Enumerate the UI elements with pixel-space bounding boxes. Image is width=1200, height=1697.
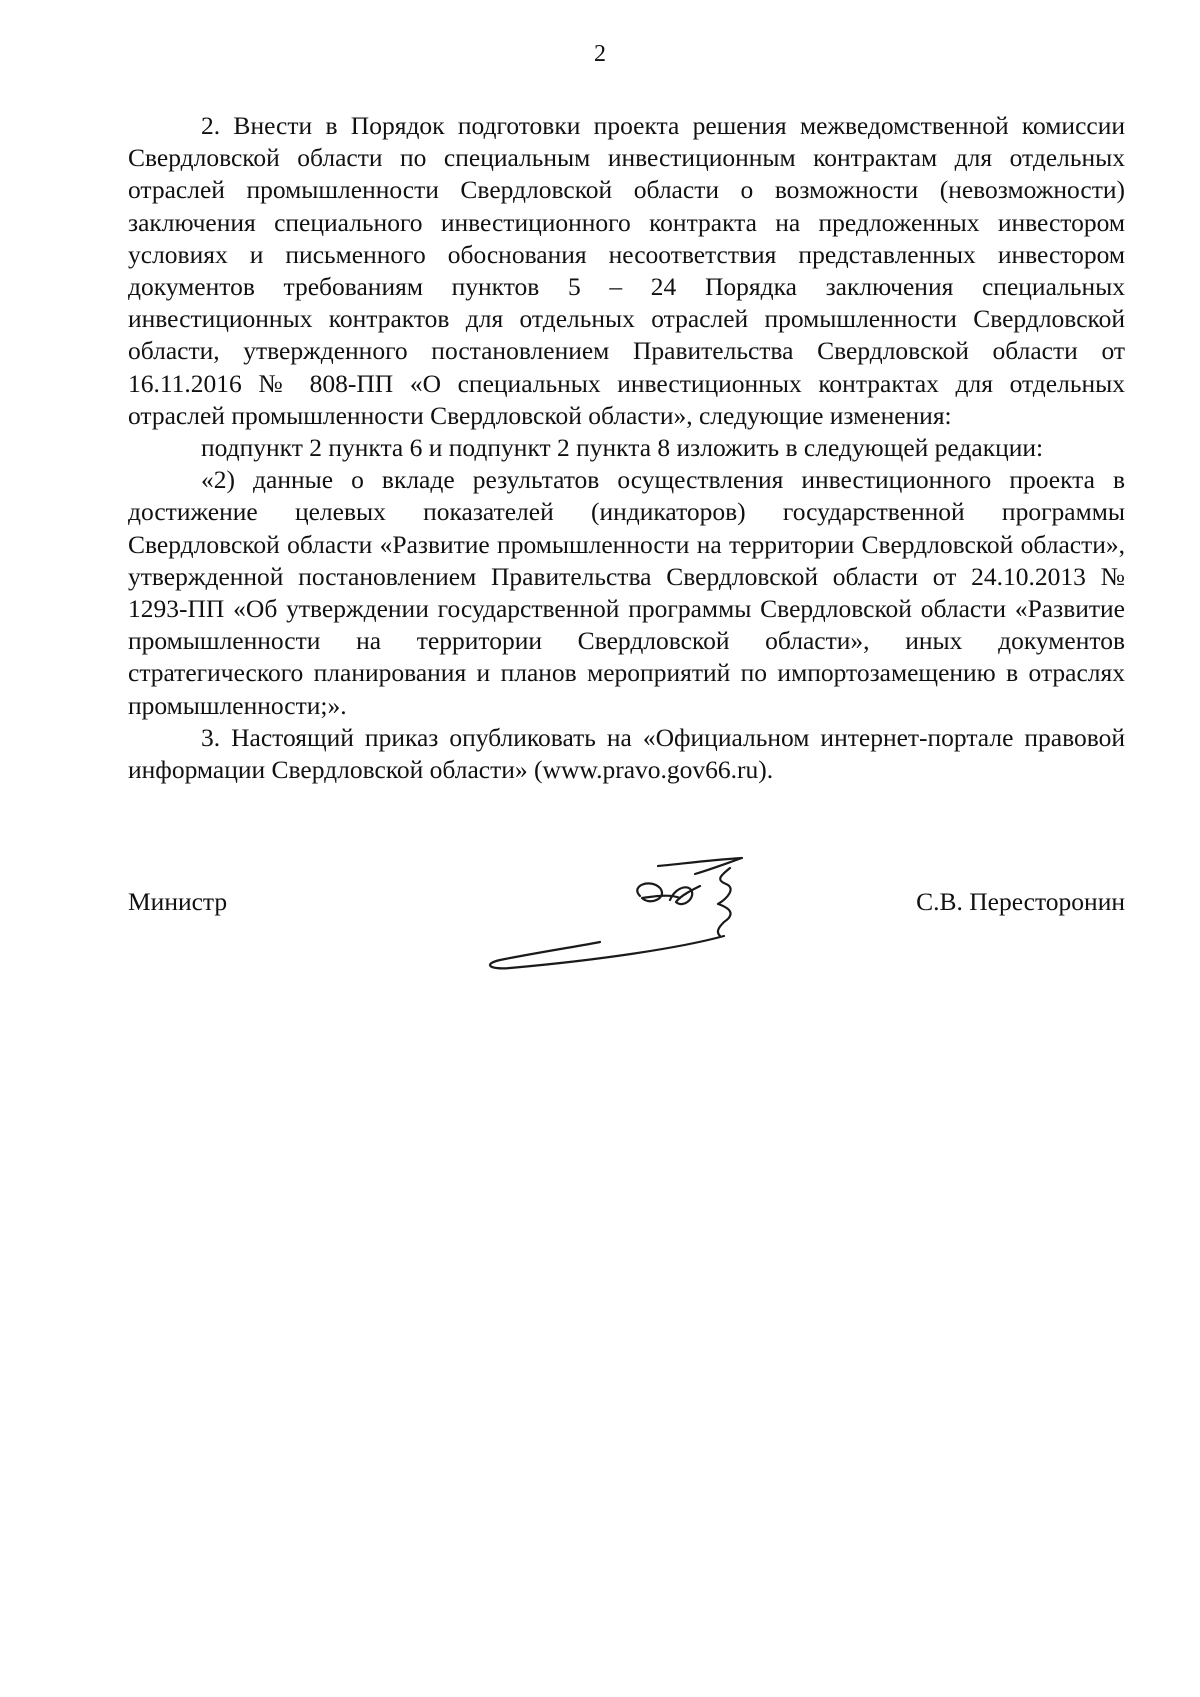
- paragraph-item-2: 2. Внести в Порядок подготовки проекта решения межведомственной комиссии Свердловской области по специальным инвестиционным контрактам для отдельных отраслей промышленности Свердловской области о возможности (невозможности) заключения специального инвестиционного контракта на предложенных инвестором условиях и письменного обоснования несоответствия представленных инвестором документов требованиям пунктов 5 – 24 Порядка заключения специальных инвестиционных контрактов для отдельных отраслей промышленности Свердловской области, утвержденного постановлением Правительства Свердловской области от 16.11.2016 № 808-ПП «О специальных инвестиционных контрактах для отдельных отраслей промышленности Свердловской области», следующие изменения:: [128, 111, 1125, 430]
- paragraph-amendment-text: «2) данные о вкладе результатов осуществления инвестиционного проекта в достижение целевых показателей (индикаторов) государственной программы Свердловской области «Развитие промышленности на территории Свердловской области», утвержденной постановлением Правительства Свердловской области от 24.10.2013 № 1293-ПП «Об утверждении государственной программы Свердловской области «Развитие промышленности на территории Свердловской области», иных документов стратегического планирования и планов мероприятий по импортозамещению в отраслях промышленности;».: [128, 465, 1125, 720]
- page-number: 2: [594, 41, 606, 67]
- paragraph-item-3: 3. Настоящий приказ опубликовать на «Официальном интернет-портале правовой информации Свердловской области» (www.pravo.gov66.ru).: [128, 722, 1125, 785]
- paragraph-subpoint-instruction: подпункт 2 пункта 6 и подпункт 2 пункта 8 изложить в следующей редакции:: [201, 433, 1044, 463]
- document-body: [128, 110, 1125, 786]
- signer-title: Министр: [128, 887, 228, 916]
- signer-name: С.В. Пересторонин: [916, 887, 1125, 916]
- handwritten-signature: [480, 856, 800, 996]
